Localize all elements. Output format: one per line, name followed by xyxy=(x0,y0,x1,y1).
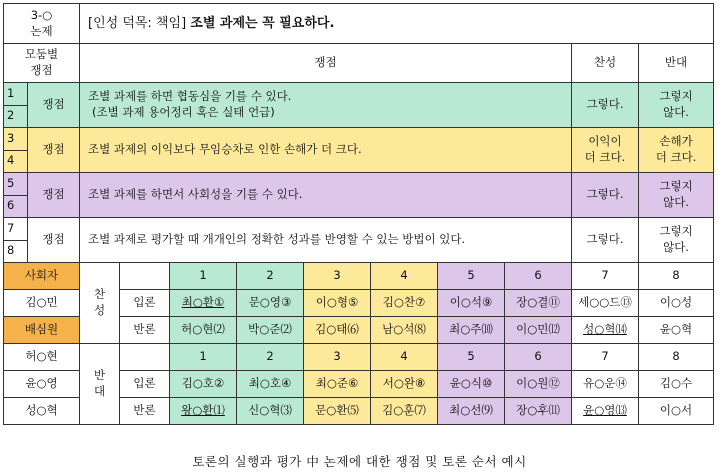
issue-con-line: 그렇지 xyxy=(659,224,693,239)
topic-number: 3-○ xyxy=(30,7,53,22)
issue-label: 쟁점 xyxy=(28,218,80,263)
issue-number: 4 xyxy=(7,153,15,168)
speaker-name-text: 최○환① xyxy=(181,295,225,310)
issue-text xyxy=(80,83,572,128)
issue-con-line: 그렇지 xyxy=(659,179,693,194)
order-number: 2 xyxy=(237,344,304,371)
side-char: 성 xyxy=(93,303,106,317)
speaker-name: 윤○혁 xyxy=(639,317,714,344)
order-number: 3 xyxy=(304,263,371,290)
issue-text-line: (조별 과제 용어정리 혹은 실태 언급) xyxy=(92,105,275,119)
speaker-name: 최○주⑽ xyxy=(438,317,505,344)
speaker-name: 이○석⑨ xyxy=(438,290,505,317)
issue-numbers xyxy=(4,83,28,128)
group-header-line1: 모둠별 xyxy=(24,47,59,62)
issue-pro-line: 이익이 xyxy=(588,134,622,149)
order-number: 7 xyxy=(572,263,639,290)
issue-text: 조별 과제의 이익보다 무임승차로 인한 손해가 더 크다. xyxy=(80,128,572,173)
issue-row xyxy=(4,128,714,173)
speaker-name: 장○결⑪ xyxy=(505,290,572,317)
group-header-line2: 쟁점 xyxy=(30,63,53,77)
issue-con-line: 않다. xyxy=(663,195,689,209)
jury-name: 성○혁 xyxy=(4,398,80,425)
speaker-name: 이○서 xyxy=(639,398,714,425)
issue-number: 7 xyxy=(4,218,27,241)
issue-con xyxy=(639,128,714,173)
speaker-name: 김○태⑹ xyxy=(304,317,371,344)
issue-label: 쟁점 xyxy=(28,173,80,218)
issue-pro: 그렇다. xyxy=(572,218,639,263)
issue-text: 조별 과제로 평가할 때 개개인의 정확한 성과를 반영할 수 있는 방법이 있다. xyxy=(80,218,572,263)
speaker-name: 유○운⑭ xyxy=(572,371,639,398)
issue-con-line: 그렇지 xyxy=(659,89,693,104)
order-number: 1 xyxy=(170,263,237,290)
order-number: 4 xyxy=(371,344,438,371)
issue-number: 5 xyxy=(4,173,27,196)
issue-header: 쟁점 xyxy=(80,44,572,83)
speaker-name xyxy=(572,398,639,425)
figure-caption: 토론의 실행과 평가 中 논제에 대한 쟁점 및 토론 순서 예시 xyxy=(192,454,527,469)
pro-number-row xyxy=(4,263,714,290)
issue-row xyxy=(4,218,714,263)
issue-numbers xyxy=(4,128,28,173)
speaker-name-text: 윤○영⒀ xyxy=(583,403,627,418)
speaker-name: 이○형⑤ xyxy=(304,290,371,317)
issue-con-line: 더 크다. xyxy=(655,150,697,164)
order-number: 7 xyxy=(572,344,639,371)
debate-table xyxy=(3,3,714,425)
speaker-name: 김○호② xyxy=(170,371,237,398)
issue-label: 쟁점 xyxy=(28,83,80,128)
opening-label: 입론 xyxy=(120,290,170,317)
issue-pro: 그렇다. xyxy=(572,83,639,128)
jury-name: 윤○영 xyxy=(4,371,80,398)
issue-con-line: 손해가 xyxy=(659,134,693,149)
moderator-name: 김○민 xyxy=(4,290,80,317)
issue-label: 쟁점 xyxy=(28,128,80,173)
speaker-name: 최○준⑥ xyxy=(304,371,371,398)
issue-con xyxy=(639,218,714,263)
issue-number: 8 xyxy=(7,243,15,258)
issue-pro xyxy=(572,128,639,173)
group-header xyxy=(4,44,80,83)
speaker-name-text: 성○혁⒁ xyxy=(583,322,627,337)
order-number: 6 xyxy=(505,344,572,371)
pro-header: 찬성 xyxy=(572,44,639,83)
speaker-name: 최○선⑼ xyxy=(438,398,505,425)
speaker-name: 이○민⑿ xyxy=(505,317,572,344)
order-number: 4 xyxy=(371,263,438,290)
speaker-name xyxy=(572,317,639,344)
issue-con-line: 않다. xyxy=(663,105,689,119)
speaker-name: 신○혁⑶ xyxy=(237,398,304,425)
issue-number: 2 xyxy=(7,108,15,123)
issue-pro-line: 더 크다. xyxy=(584,150,626,164)
order-number: 1 xyxy=(170,344,237,371)
issue-number: 3 xyxy=(4,128,27,151)
issue-row xyxy=(4,173,714,218)
blank-cell xyxy=(120,344,170,371)
speaker-name: 김○수 xyxy=(639,371,714,398)
title-prefix: [인성 덕목: 책임] xyxy=(88,15,187,31)
jury-label: 배심원 xyxy=(4,317,80,344)
issue-row xyxy=(4,83,714,128)
title-main: 조별 과제는 꼭 필요하다. xyxy=(190,15,335,31)
side-char: 대 xyxy=(93,384,106,398)
header-row xyxy=(4,44,714,83)
con-header: 반대 xyxy=(639,44,714,83)
order-number: 8 xyxy=(639,263,714,290)
issue-number: 1 xyxy=(4,83,27,106)
speaker-name: 서○완⑧ xyxy=(371,371,438,398)
side-char: 찬 xyxy=(93,287,106,302)
speaker-name: 세○○드⑬ xyxy=(572,290,639,317)
order-number: 8 xyxy=(639,344,714,371)
order-number: 6 xyxy=(505,263,572,290)
issue-con-line: 않다. xyxy=(663,240,689,254)
order-number: 2 xyxy=(237,263,304,290)
topic-label: 논제 xyxy=(30,23,53,38)
speaker-name: 이○성 xyxy=(639,290,714,317)
speaker-name: 김○훈⑺ xyxy=(371,398,438,425)
blank-cell xyxy=(120,263,170,290)
issue-text-line: 조별 과제를 하면 협동심을 기를 수 있다. xyxy=(88,89,292,104)
side-char: 반 xyxy=(93,368,106,383)
issue-text: 조별 과제를 하면서 사회성을 기를 수 있다. xyxy=(80,173,572,218)
speaker-name: 김○찬⑦ xyxy=(371,290,438,317)
speaker-name: 장○후⑾ xyxy=(505,398,572,425)
speaker-name: 박○준⑵ xyxy=(237,317,304,344)
pro-side-label xyxy=(80,263,120,344)
order-number: 3 xyxy=(304,344,371,371)
speaker-name: 남○석⑻ xyxy=(371,317,438,344)
rebuttal-label: 반론 xyxy=(120,317,170,344)
con-side-label xyxy=(80,344,120,425)
topic-title xyxy=(80,4,714,44)
issue-number: 6 xyxy=(7,198,15,213)
speaker-name-text: 왕○환⑴ xyxy=(181,403,225,418)
speaker-name: 윤○식⑩ xyxy=(438,371,505,398)
speaker-name: 문○환⑸ xyxy=(304,398,371,425)
speaker-name: 허○현⑵ xyxy=(170,317,237,344)
speaker-name: 이○원⑫ xyxy=(505,371,572,398)
con-number-row xyxy=(4,344,714,371)
speaker-name: 문○영③ xyxy=(237,290,304,317)
moderator-label: 사회자 xyxy=(4,263,80,290)
issue-pro: 그렇다. xyxy=(572,173,639,218)
speaker-name xyxy=(170,398,237,425)
jury-name: 허○현 xyxy=(4,344,80,371)
speaker-name: 최○호④ xyxy=(237,371,304,398)
issue-con xyxy=(639,83,714,128)
order-number: 5 xyxy=(438,344,505,371)
issue-numbers xyxy=(4,173,28,218)
opening-label: 입론 xyxy=(120,371,170,398)
issue-con xyxy=(639,173,714,218)
title-row xyxy=(4,4,714,44)
topic-cell xyxy=(4,4,80,44)
speaker-name xyxy=(170,290,237,317)
rebuttal-label: 반론 xyxy=(120,398,170,425)
order-number: 5 xyxy=(438,263,505,290)
issue-numbers xyxy=(4,218,28,263)
